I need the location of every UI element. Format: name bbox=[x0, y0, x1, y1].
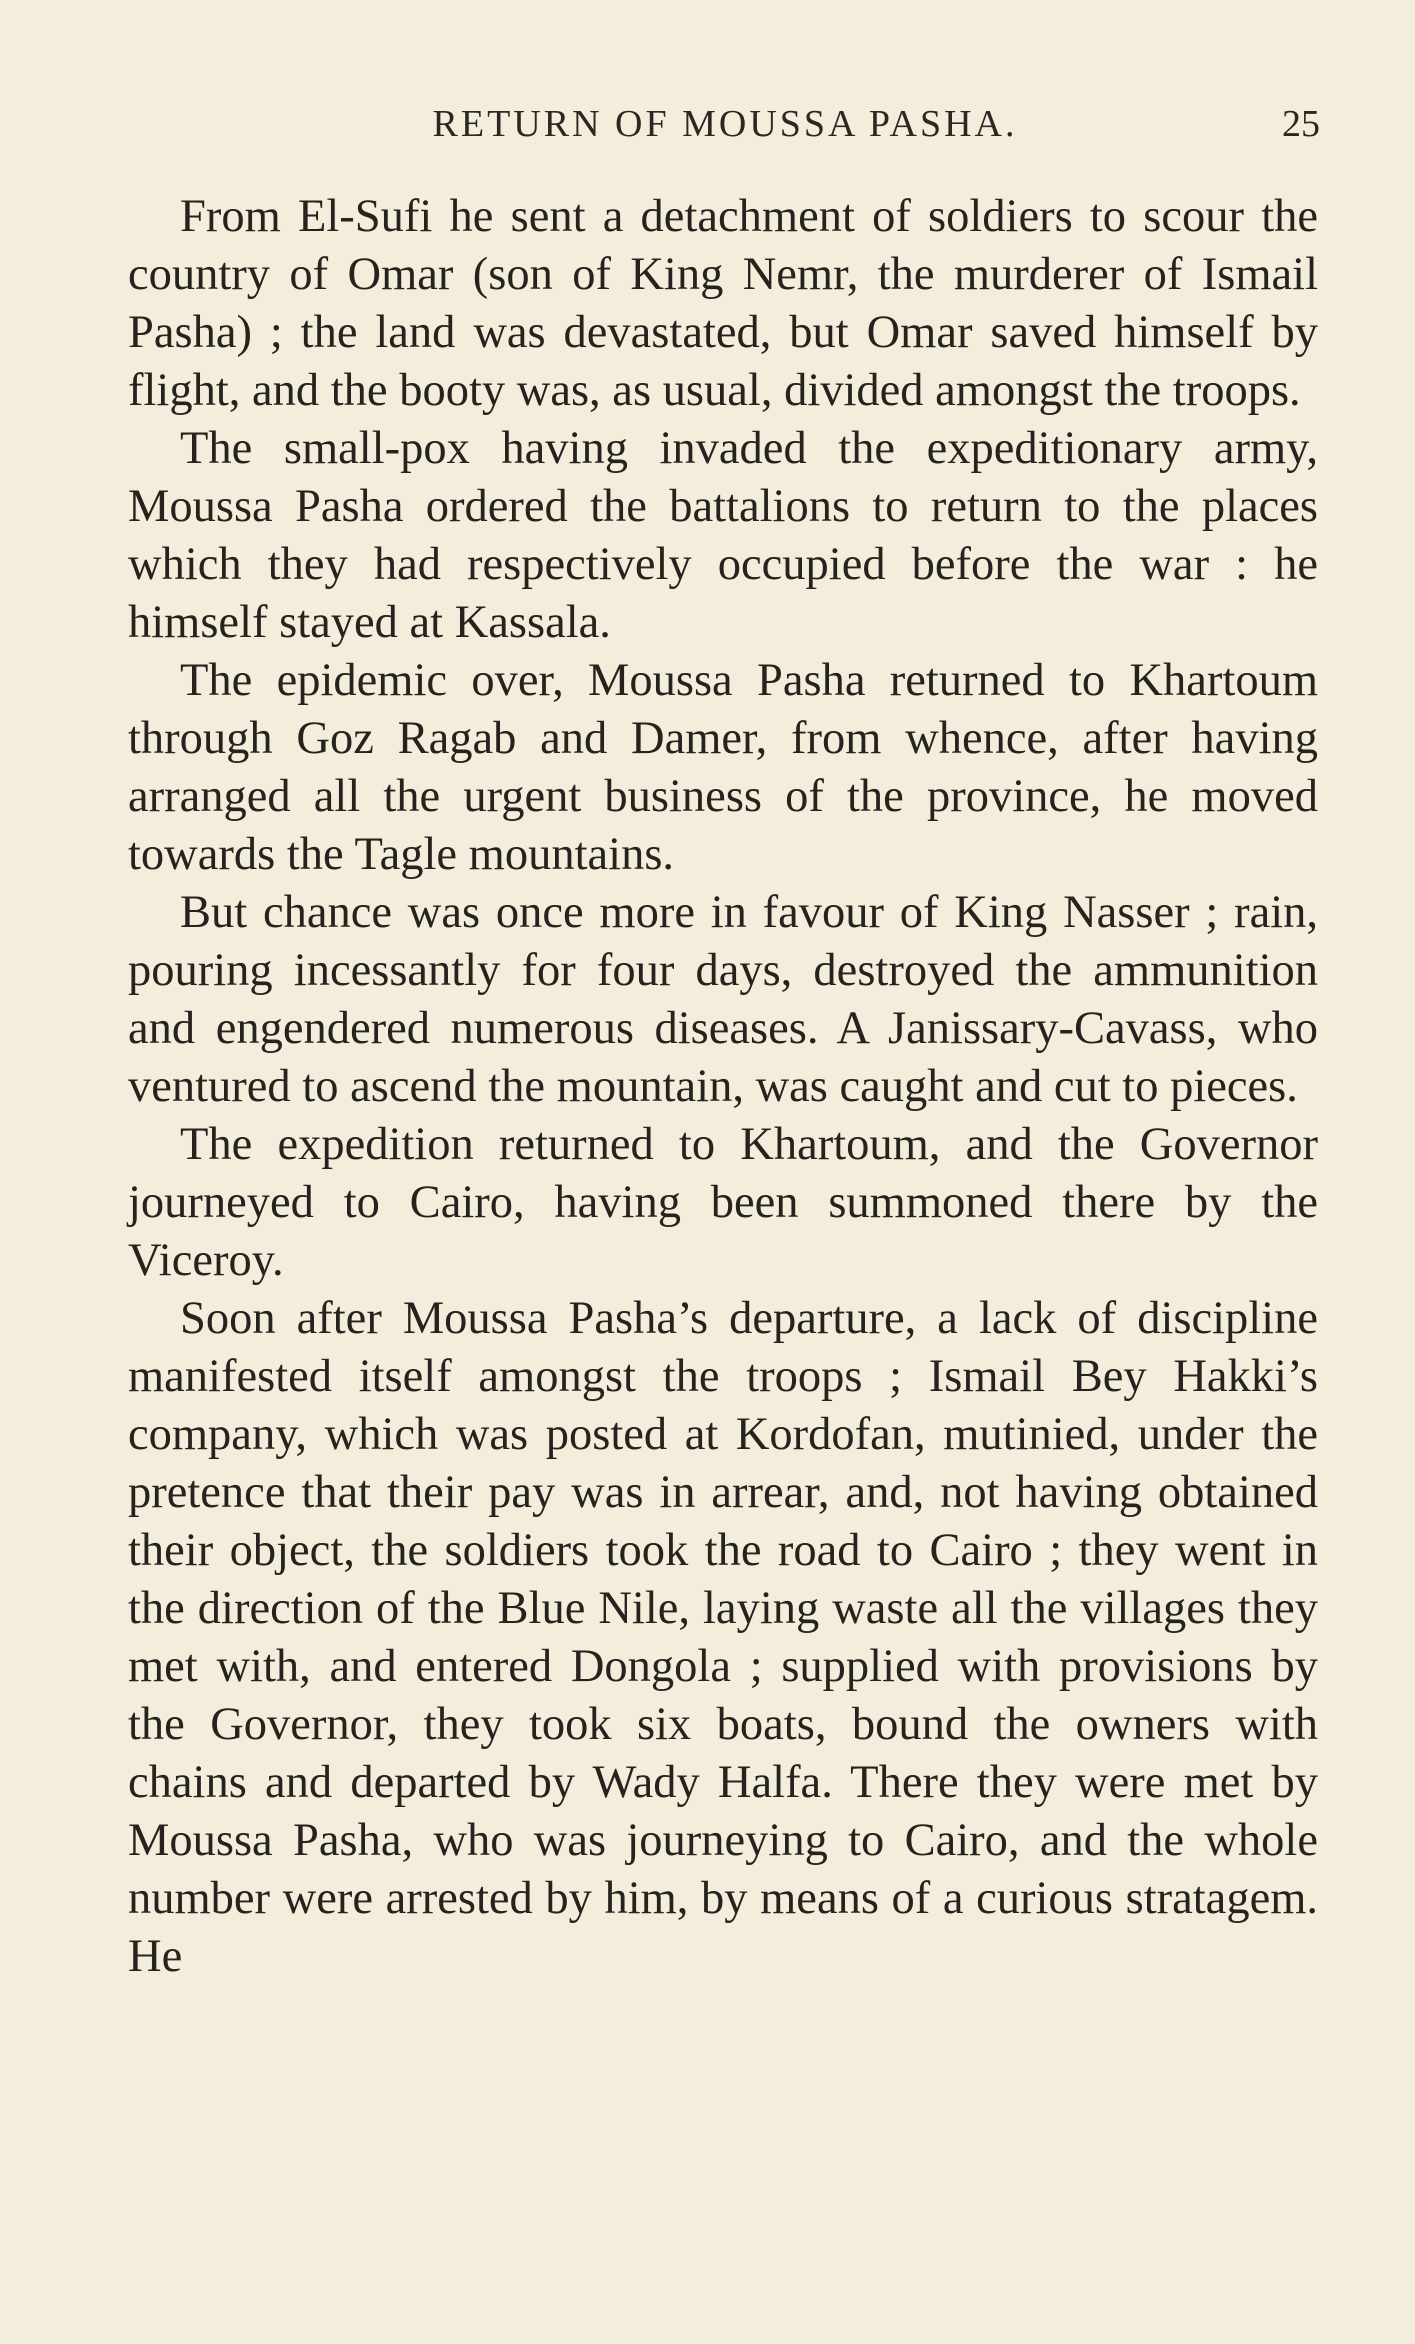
page-number: 25 bbox=[1282, 103, 1320, 145]
body-text bbox=[128, 188, 1318, 1986]
running-title: RETURN OF MOUSSA PASHA. bbox=[432, 103, 1018, 145]
paragraph: But chance was once more in favour of King Nasser ; rain, pouring incessantly for four days, destroyed the ammunition and engendered numerous diseases. A Janissary-Cavass, who ventured to ascend the mountain, was caught and cut to pieces. bbox=[128, 887, 1318, 1112]
paragraph: From El-Sufi he sent a detachment of soldiers to scour the country of Omar (son of King Nemr, the murderer of Ismail Pasha) ; the land was devastated, but Omar saved himself by flight, and the booty was, as usual, divided amongst the troops. bbox=[128, 191, 1318, 416]
paragraph: The epidemic over, Moussa Pasha returned to Khartoum through Goz Ragab and Damer, from whence, after having arranged all the urgent business of the province, he moved towards the Tagle mountains. bbox=[128, 655, 1318, 880]
running-head bbox=[130, 102, 1320, 152]
paragraph: The small-pox having invaded the expeditionary army, Moussa Pasha ordered the battalions to return to the places which they had respectively occupied before the war : he himself stayed at Kassala. bbox=[128, 423, 1318, 648]
paragraph: The expedition returned to Khartoum, and the Governor journeyed to Cairo, having been summoned there by the Viceroy. bbox=[128, 1119, 1318, 1286]
paragraph: Soon after Moussa Pasha’s departure, a lack of discipline manifested itself amongst the troops ; Ismail Bey Hakki’s company, which was posted at Kordofan, mutinied, under the pretence that their pay was in arrear, and, not having obtained their object, the soldiers took the road to Cairo ; they went in the direction of the Blue Nile, laying waste all the villages they met with, and entered Dongola ; supplied with provisions by the Governor, they took six boats, bound the owners with chains and departed by Wady Halfa. There they were met by Moussa Pasha, who was journeying to Cairo, and the whole number were arrested by him, by means of a curious stratagem. He bbox=[128, 1293, 1318, 1982]
